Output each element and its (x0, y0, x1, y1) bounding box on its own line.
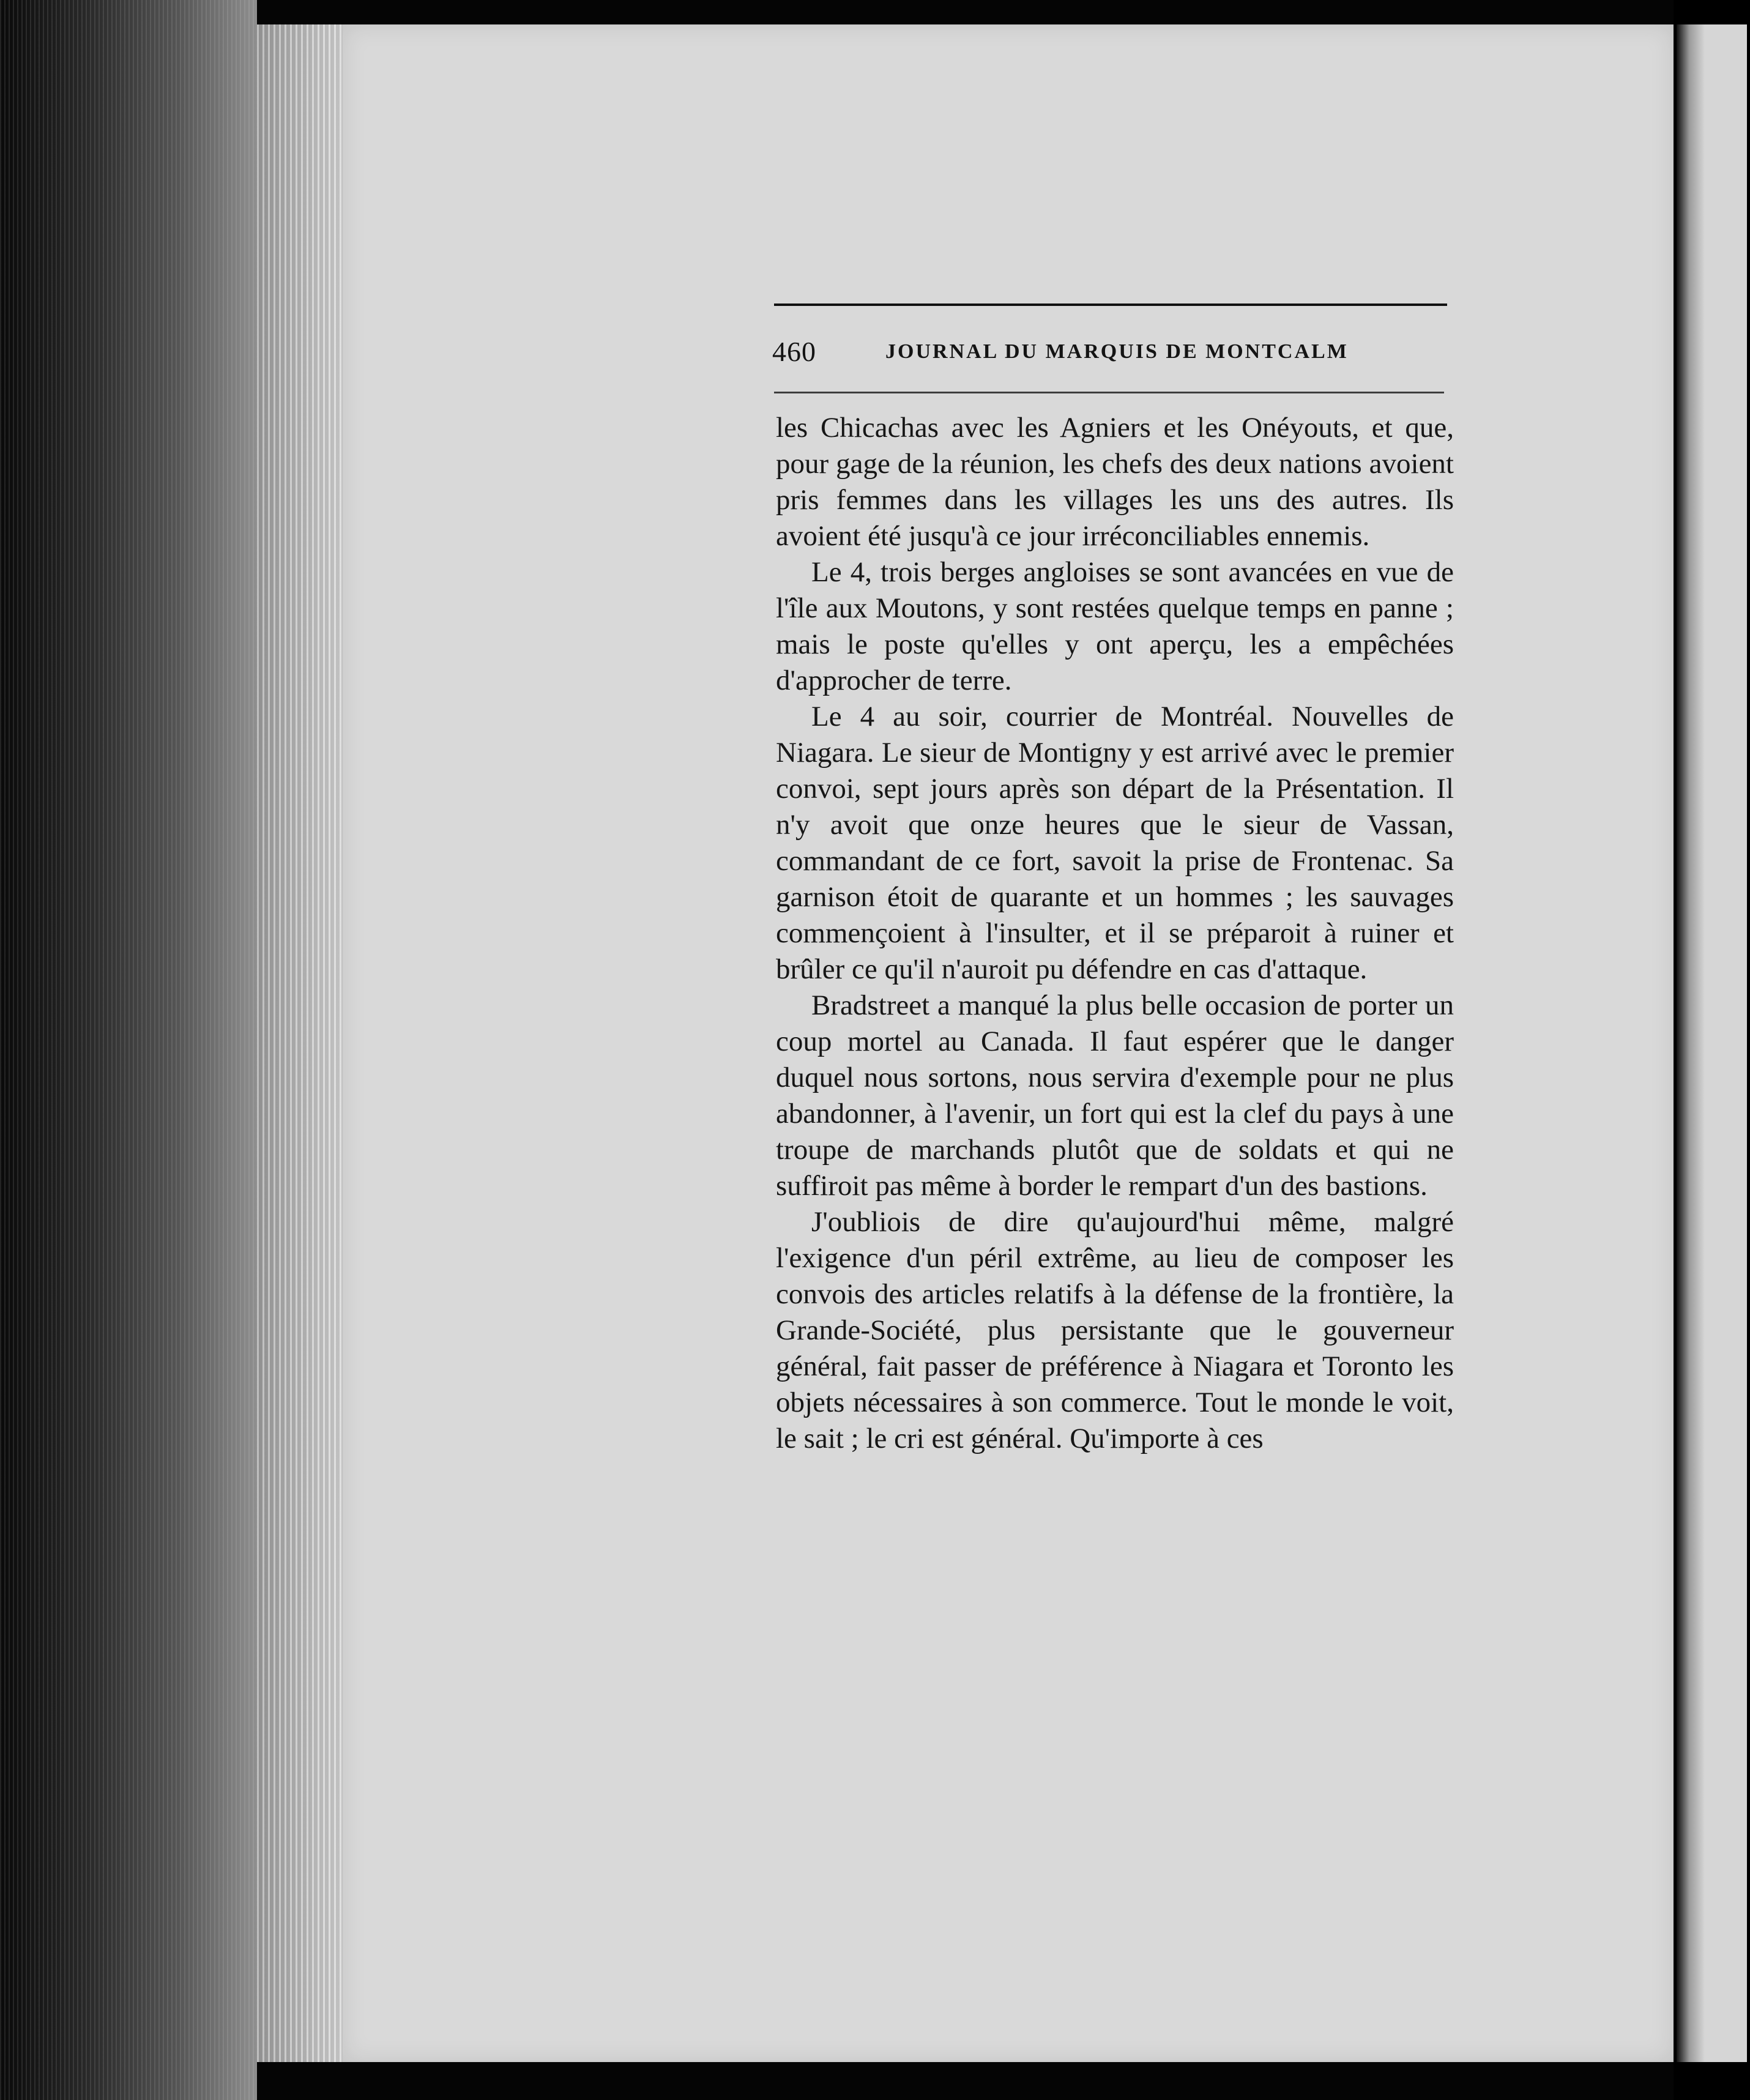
paragraph: J'oubliois de dire qu'aujourd'hui même, malgré l'exigence d'un péril extrême, au lieu de composer les convois des articles relatifs à la défense de la frontière, la Grande-Société, plus persistante que le gouverneur général, fait passer de préférence à Niagara et Toronto les objets nécessaires à son commerce. Tout le monde le voit, le sait ; le cri est général. Qu'importe à ces (776, 1206, 1454, 1454)
page-number: 460 (772, 336, 816, 367)
header-underline (774, 392, 1444, 393)
header-rule (774, 303, 1447, 306)
running-header (772, 333, 1451, 370)
paragraph: Le 4, trois berges angloises se sont avancées en vue de l'île aux Moutons, y sont restées quelque temps en panne ; mais le poste qu'elles y ont aperçu, les a empêchées d'approcher de terre. (776, 556, 1454, 696)
paragraph: Bradstreet a manqué la plus belle occasion de porter un coup mortel au Canada. Il faut espérer que le danger duquel nous sortons, nous servira d'exemple pour ne plus abandonner, à l'avenir, un fort qui est la clef du pays à une troupe de marchands plutôt que de soldats et qui ne suffiroit pas même à border le rempart d'un des bastions. (776, 989, 1454, 1202)
facing-page-edge (1677, 24, 1747, 2062)
running-title: JOURNAL DU MARQUIS DE MONTCALM (885, 340, 1349, 363)
page-edge-stack (0, 0, 257, 2100)
paragraph: Le 4 au soir, courrier de Montréal. Nouvelles de Niagara. Le sieur de Montigny y est arrivé avec le premier convoi, sept jours après son départ de la Présentation. Il n'y avoit que onze heures que le sieur de Vassan, commandant de ce fort, savoit la prise de Frontenac. Sa garnison étoit de quarante et un hommes ; les sauvages commençoient à l'insulter, et il se préparoit à ruiner et brûler ce qu'il n'auroit pu défendre en cas d'attaque. (776, 701, 1454, 985)
paragraph: les Chicachas avec les Agniers et les Onéyouts, et que, pour gage de la réunion, les chefs des deux nations avoient pris femmes dans les villages les uns des autres. Ils avoient été jusqu'à ce jour irréconciliables ennemis. (776, 412, 1454, 552)
body-text (776, 410, 1454, 1457)
